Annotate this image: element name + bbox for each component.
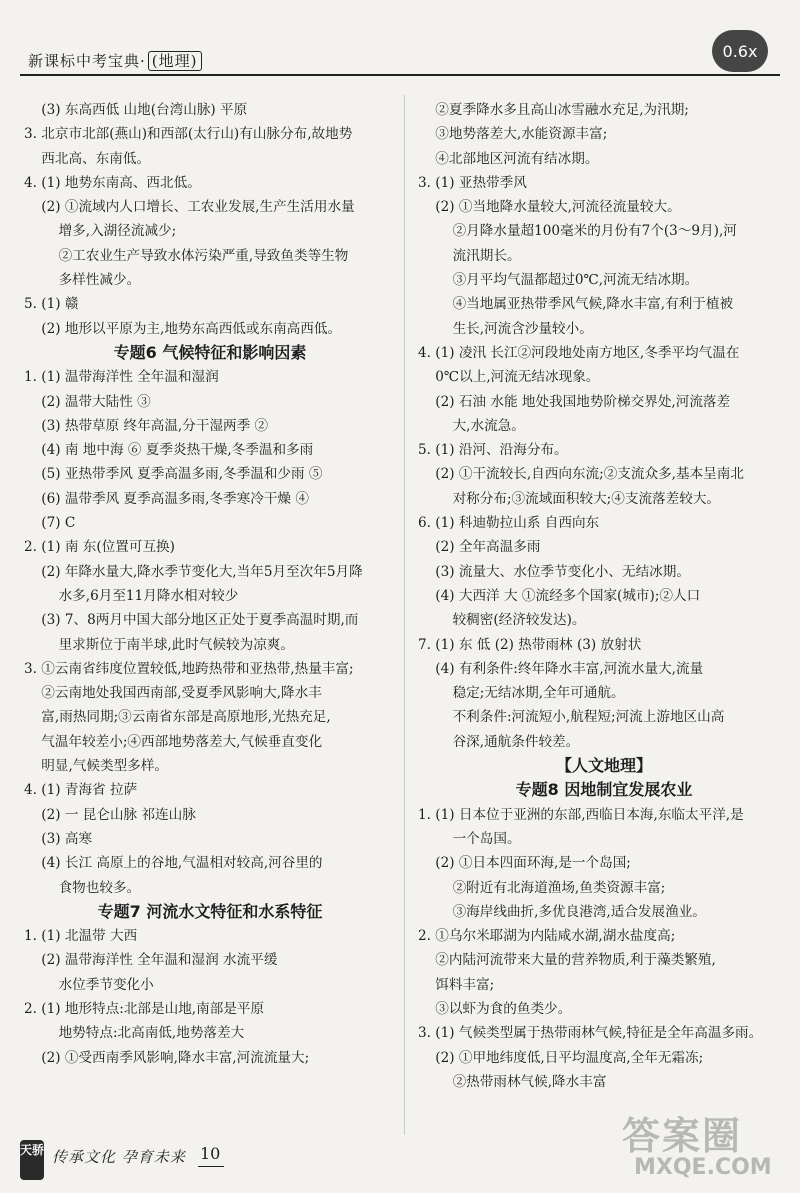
answer-line: (2) ①甲地纬度低,日平均温度高,全年无霜冻; — [418, 1049, 704, 1066]
right-column — [418, 98, 790, 1094]
page-number-rule — [198, 1166, 224, 1167]
answer-line: 稳定;无结冰期,全年可通航。 — [418, 685, 625, 702]
answer-line: (2) 石油 水能 地处我国地势阶梯交界处,河流落差 — [418, 393, 731, 410]
column-divider — [404, 95, 405, 1135]
answer-line: 一个岛国。 — [418, 830, 521, 847]
answer-line: (4) 大西洋 大 ①流经多个国家(城市);②人口 — [418, 587, 701, 604]
answer-line: 5. (1) 赣 — [24, 296, 79, 313]
answer-line: (2) ①日本四面环海,是一个岛国; — [418, 855, 631, 872]
answer-line: 多样性减少。 — [24, 272, 141, 289]
answer-line: ②附近有北海道渔场,鱼类资源丰富; — [418, 879, 666, 896]
answer-line: 4. (1) 凌汛 长江②河段地处南方地区,冬季平均气温在 — [418, 344, 740, 361]
answer-line: 里求斯位于南半球,此时气候较为凉爽。 — [24, 636, 294, 653]
answer-line: ②月降水量超100毫米的月份有7个(3～9月),河 — [418, 223, 737, 240]
answer-line: 气温年较差小;④西部地势落差大,气候垂直变化 — [24, 733, 323, 750]
answer-line: (2) ①流域内人口增长、工农业发展,生产生活用水量 — [24, 199, 355, 216]
answer-line: ②夏季降水多且高山冰雪融水充足,为汛期; — [418, 102, 689, 118]
playback-speed-button[interactable]: 0.6x — [712, 30, 768, 72]
answer-line: (2) ①受西南季风影响,降水丰富,河流流量大; — [24, 1049, 310, 1066]
answer-line: (3) 流量大、水位季节变化小、无结冰期。 — [418, 563, 690, 580]
answer-line: ④北部地区河流有结冰期。 — [418, 150, 599, 167]
answer-line: 水多,6月至11月降水相对较少 — [24, 587, 239, 604]
answer-line: ③海岸线曲折,多优良港湾,适合发展渔业。 — [418, 903, 706, 920]
answer-line: ②云南地处我国西南部,受夏季风影响大,降水丰 — [24, 685, 322, 702]
answer-line: (2) 地形以平原为主,地势东高西低或东南高西低。 — [24, 320, 342, 337]
answer-line: (4) 长江 高原上的谷地,气温相对较高,河谷里的 — [24, 855, 323, 872]
answer-line: (5) 亚热带季风 夏季高温多雨,冬季温和少雨 ⑤ — [24, 466, 323, 483]
answer-line: 不利条件:河流短小,航程短;河流上游地区山高 — [418, 709, 725, 726]
answer-line: 富,雨热同期;③云南省东部是高原地形,光热充足, — [24, 709, 331, 726]
answer-line: ②热带雨林气候,降水丰富 — [418, 1073, 607, 1090]
answer-line: (3) 东高西低 山地(台湾山脉) 平原 — [24, 102, 248, 118]
left-column — [24, 98, 396, 1070]
book-title: 新课标中考宝典· (地理) — [28, 50, 202, 71]
answer-line: 大,水流急。 — [418, 417, 525, 434]
answer-line: (2) 全年高温多雨 — [418, 539, 541, 556]
answer-line: 明显,气候类型多样。 — [24, 758, 168, 775]
page-number: 10 — [200, 1144, 221, 1163]
footer-slogan: 传承文化 孕育未来 — [52, 1148, 186, 1166]
section-heading: 专题6 气候特征和影响因素 — [113, 342, 307, 362]
watermark-logo: 答案圈 — [622, 1114, 743, 1158]
answer-line: 1. (1) 温带海洋性 全年温和湿润 — [24, 369, 219, 386]
answer-line: 3. 北京市北部(燕山)和西部(太行山)有山脉分布,故地势 — [24, 126, 353, 143]
answer-line: (3) 7、8两月中国大部分地区正处于夏季高温时期,而 — [24, 612, 359, 629]
answer-line: ③月平均气温都超过0℃,河流无结冰期。 — [418, 272, 699, 289]
answer-line: 对称分布;③流域面积较大;④支流落差较大。 — [418, 490, 721, 507]
answer-line: (7) C — [24, 515, 76, 532]
answer-line: 3. (1) 气候类型属于热带雨林气候,特征是全年高温多雨。 — [418, 1025, 763, 1042]
answer-line: (3) 热带草原 终年高温,分干湿两季 ② — [24, 417, 269, 434]
answer-line: ③地势落差大,水能资源丰富; — [418, 126, 608, 143]
answer-line: 1. (1) 日本位于亚洲的东部,西临日本海,东临太平洋,是 — [418, 806, 744, 823]
answer-line: 食物也较多。 — [24, 879, 141, 896]
answer-line: 流汛期长。 — [418, 247, 521, 264]
answer-line: (2) 温带大陆性 ③ — [24, 393, 151, 410]
publisher-logo: 天骄 — [20, 1140, 44, 1180]
answer-line: ④当地属亚热带季风气候,降水丰富,有利于植被 — [418, 296, 734, 313]
answer-line: 4. (1) 青海省 拉萨 — [24, 782, 138, 799]
answer-line: 4. (1) 地势东南高、西北低。 — [24, 174, 201, 191]
answer-line: (2) 温带海洋性 全年温和湿润 水流平缓 — [24, 952, 278, 969]
answer-line: (2) 年降水量大,降水季节变化大,当年5月至次年5月降 — [24, 563, 363, 580]
answer-line: 西北高、东南低。 — [24, 150, 151, 167]
watermark-url: MXQE.COM — [634, 1155, 772, 1180]
answer-line: 较稠密(经济较发达)。 — [418, 612, 586, 629]
header-rule — [20, 74, 780, 76]
answer-line: (6) 温带季风 夏季高温多雨,冬季寒冷干燥 ④ — [24, 490, 309, 507]
answer-line: (2) ①当地降水量较大,河流径流量较大。 — [418, 199, 681, 216]
answer-line: 5. (1) 沿河、沿海分布。 — [418, 442, 568, 459]
answer-line: 0℃以上,河流无结冰现象。 — [418, 369, 600, 386]
section-heading: 专题8 因地制宜发展农业 — [515, 780, 693, 800]
answer-line: 水位季节变化小 — [24, 976, 154, 993]
answer-line: 1. (1) 北温带 大西 — [24, 928, 138, 945]
answer-line: (2) ①干流较长,自西向东流;②支流众多,基本呈南北 — [418, 466, 744, 483]
answer-line: (3) 高寒 — [24, 830, 93, 847]
answer-line: ③以虾为食的鱼类少。 — [418, 1000, 572, 1017]
answer-line: 谷深,通航条件较差。 — [418, 733, 580, 750]
answer-line: (4) 南 地中海 ⑥ 夏季炎热干燥,冬季温和多雨 — [24, 442, 314, 459]
section-heading: 专题7 河流水文特征和水系特征 — [97, 901, 323, 921]
answer-line: 2. (1) 地形特点:北部是山地,南部是平原 — [24, 1000, 265, 1017]
answer-line: (4) 有利条件:终年降水丰富,河流水量大,流量 — [418, 660, 704, 677]
watermark — [612, 1105, 792, 1189]
answer-line: 生长,河流含沙量较小。 — [418, 320, 593, 337]
answer-line: ②工农业生产导致水体污染严重,导致鱼类等生物 — [24, 247, 349, 264]
answer-line: 增多,入湖径流减少; — [24, 223, 177, 240]
answer-line: 6. (1) 科迪勒拉山系 自西向东 — [418, 515, 600, 532]
answer-line: ②内陆河流带来大量的营养物质,利于藻类繁殖, — [418, 952, 716, 969]
answer-line: 地势特点:北高南低,地势落差大 — [24, 1025, 245, 1042]
page-header — [0, 0, 800, 80]
answer-line: (2) 一 昆仑山脉 祁连山脉 — [24, 806, 196, 823]
answer-line: 7. (1) 东 低 (2) 热带雨林 (3) 放射状 — [418, 636, 642, 653]
section-heading: 【人文地理】 — [555, 756, 652, 776]
answer-line: 2. ①乌尔米耶湖为内陆咸水湖,湖水盐度高; — [418, 928, 676, 945]
answer-line: 2. (1) 南 东(位置可互换) — [24, 539, 175, 556]
answer-line: 3. ①云南省纬度位置较低,地跨热带和亚热带,热量丰富; — [24, 660, 354, 677]
answer-line: 3. (1) 亚热带季风 — [418, 174, 527, 191]
subject-label: (地理) — [148, 51, 202, 71]
answer-line: 饵料丰富; — [418, 976, 495, 993]
